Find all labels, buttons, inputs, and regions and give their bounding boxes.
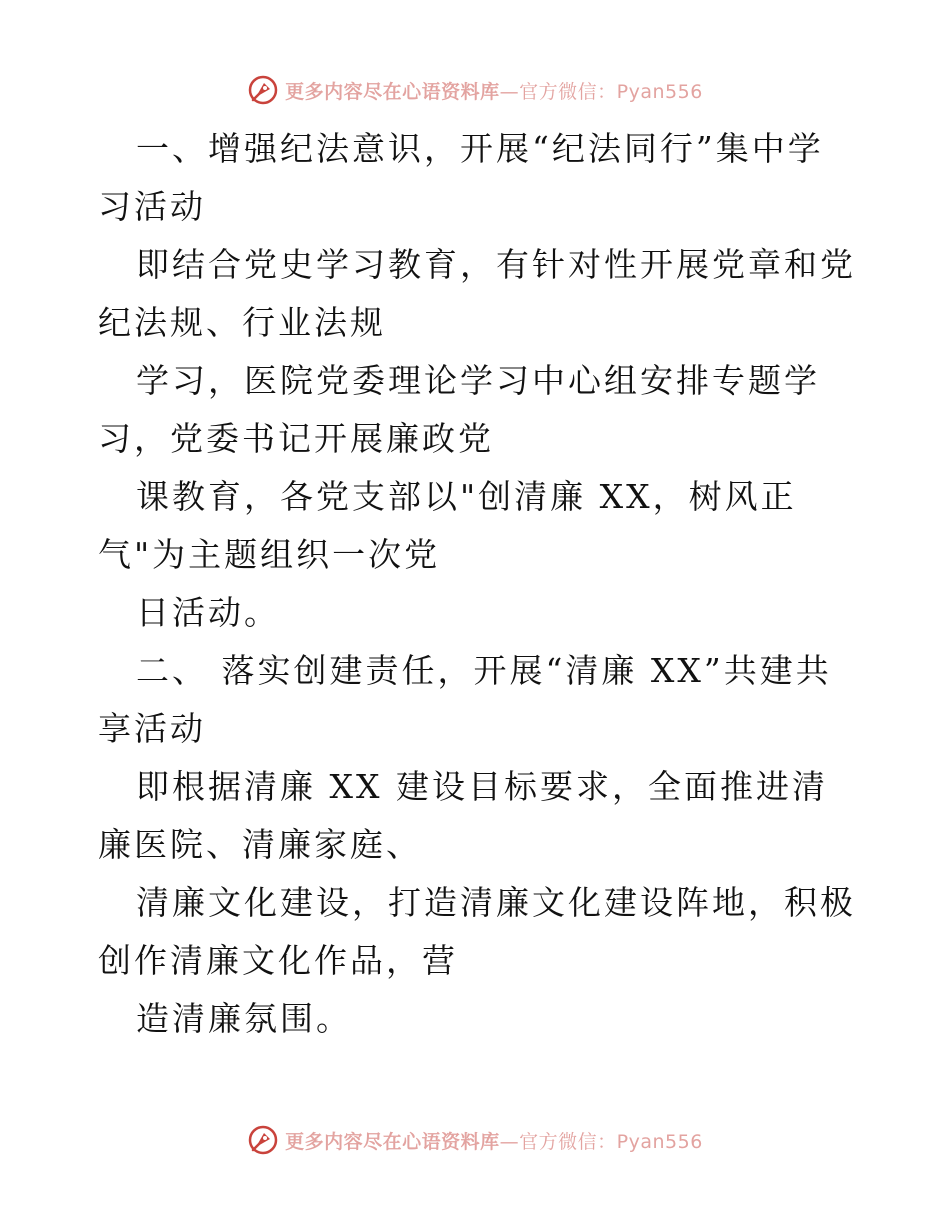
document-body (98, 120, 858, 1048)
watermark-text-rest: —官方微信：Pyan556 (499, 1130, 703, 1153)
paragraph: 学习，医院党委理论学习中心组安排专题学习，党委书记开展廉政党 (98, 361, 820, 458)
header-watermark (0, 70, 950, 110)
watermark-text-rest: —官方微信：Pyan556 (499, 80, 703, 103)
section-heading-1: 一、增强纪法意识，开展“纪法同行”集中学习活动 (98, 129, 824, 226)
paragraph: 造清廉氛围。 (136, 999, 352, 1038)
paragraph: 清廉文化建设，打造清廉文化建设阵地，积极创作清廉文化作品，营 (98, 883, 856, 980)
section-heading-2: 二、 落实创建责任，开展“清廉 XX”共建共享活动 (98, 651, 832, 748)
pen-nib-logo-icon (247, 74, 279, 106)
watermark-text (285, 1127, 703, 1154)
paragraph: 日活动。 (136, 593, 280, 632)
paragraph: 即结合党史学习教育，有针对性开展党章和党纪法规、行业法规 (98, 245, 856, 342)
watermark-text-bold: 更多内容尽在心语资料库 (285, 1130, 500, 1153)
pen-nib-logo-icon (247, 1124, 279, 1156)
watermark-text (285, 77, 703, 104)
paragraph: 课教育，各党支部以"创清廉 XX，树风正气"为主题组织一次党 (98, 477, 797, 574)
footer-watermark (0, 1120, 950, 1160)
watermark-text-bold: 更多内容尽在心语资料库 (285, 80, 500, 103)
paragraph: 即根据清廉 XX 建设目标要求，全面推进清廉医院、清廉家庭、 (98, 767, 828, 864)
